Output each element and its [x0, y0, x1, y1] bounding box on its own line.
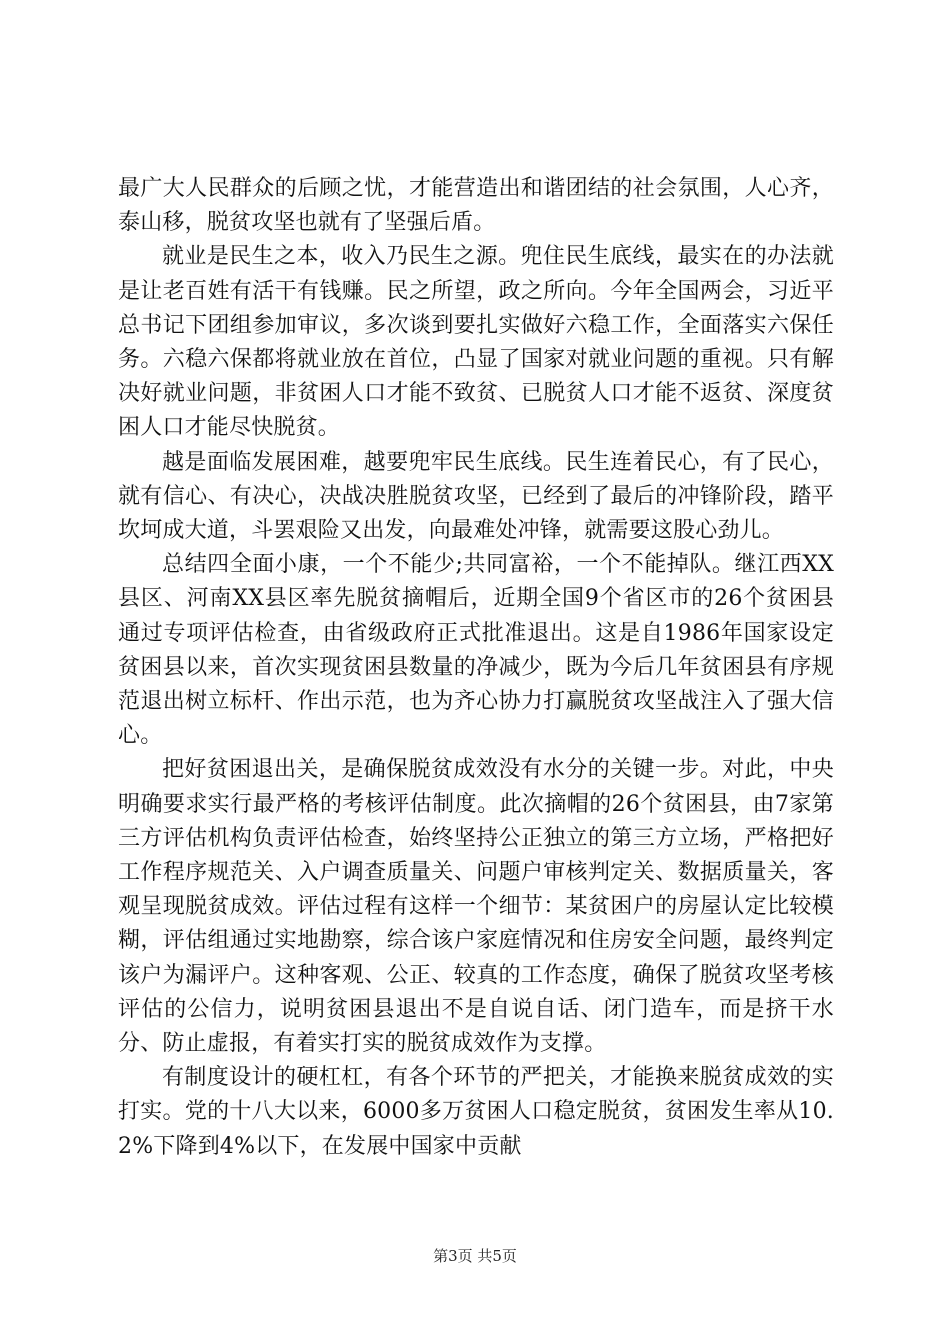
- paragraph-5: 把好贫困退出关，是确保脱贫成效没有水分的关键一步。对此，中央明确要求实行最严格的考核评估制度。此次摘帽的26个贫困县，由7家第三方评估机构负责评估检查，始终坚持公正独立的第三方立场，严格把好工作程序规范关、入户调查质量关、问题户审核判定关、数据质量关，客观呈现脱贫成效。评估过程有这样一个细节：某贫困户的房屋认定比较模糊，评估组通过实地勘察，综合该户家庭情况和住房安全问题，最终判定该户为漏评户。这种客观、公正、较真的工作态度，确保了脱贫攻坚考核评估的公信力，说明贫困县退出不是自说自话、闭门造车，而是挤干水分、防止虚报，有着实打实的脱贫成效作为支撑。: [118, 757, 834, 1057]
- page-footer: 第3页 共5页: [433, 1247, 517, 1265]
- paragraph-3: 越是面临发展困难，越要兜牢民生底线。民生连着民心，有了民心，就有信心、有决心，决战决胜脱贫攻坚，已经到了最后的冲锋阶段，踏平坎坷成大道，斗罢艰险又出发，向最难处冲锋，就需要这股心劲儿。: [118, 449, 834, 544]
- paragraph-2: 就业是民生之本，收入乃民生之源。兜住民生底线，最实在的办法就是让老百姓有活干有钱赚。民之所望，政之所向。今年全国两会，习近平总书记下团组参加审议，多次谈到要扎实做好六稳工作，全面落实六保任务。六稳六保都将就业放在首位，凸显了国家对就业问题的重视。只有解决好就业问题，非贫困人口才能不致贫、已脱贫人口才能不返贫、深度贫困人口才能尽快脱贫。: [118, 244, 834, 441]
- paragraph-6: 有制度设计的硬杠杠，有各个环节的严把关，才能换来脱贫成效的实打实。党的十八大以来，6000多万贫困人口稳定脱贫，贫困发生率从10.2%下降到4%以下，在发展中国家中贡献: [118, 1065, 834, 1159]
- paragraph-1: 最广大人民群众的后顾之忧，才能营造出和谐团结的社会氛围，人心齐，泰山移，脱贫攻坚也就有了坚强后盾。: [118, 176, 834, 236]
- document-body: [118, 172, 834, 1164]
- paragraph-4: 总结四全面小康，一个不能少;共同富裕，一个不能掉队。继江西XX县区、河南XX县区率先脱贫摘帽后，近期全国9个省区市的26个贫困县通过专项评估检查，由省级政府正式批准退出。这是自1986年国家设定贫困县以来，首次实现贫困县数量的净减少，既为今后几年贫困县有序规范退出树立标杆、作出示范，也为齐心协力打赢脱贫攻坚战注入了强大信心。: [118, 552, 834, 749]
